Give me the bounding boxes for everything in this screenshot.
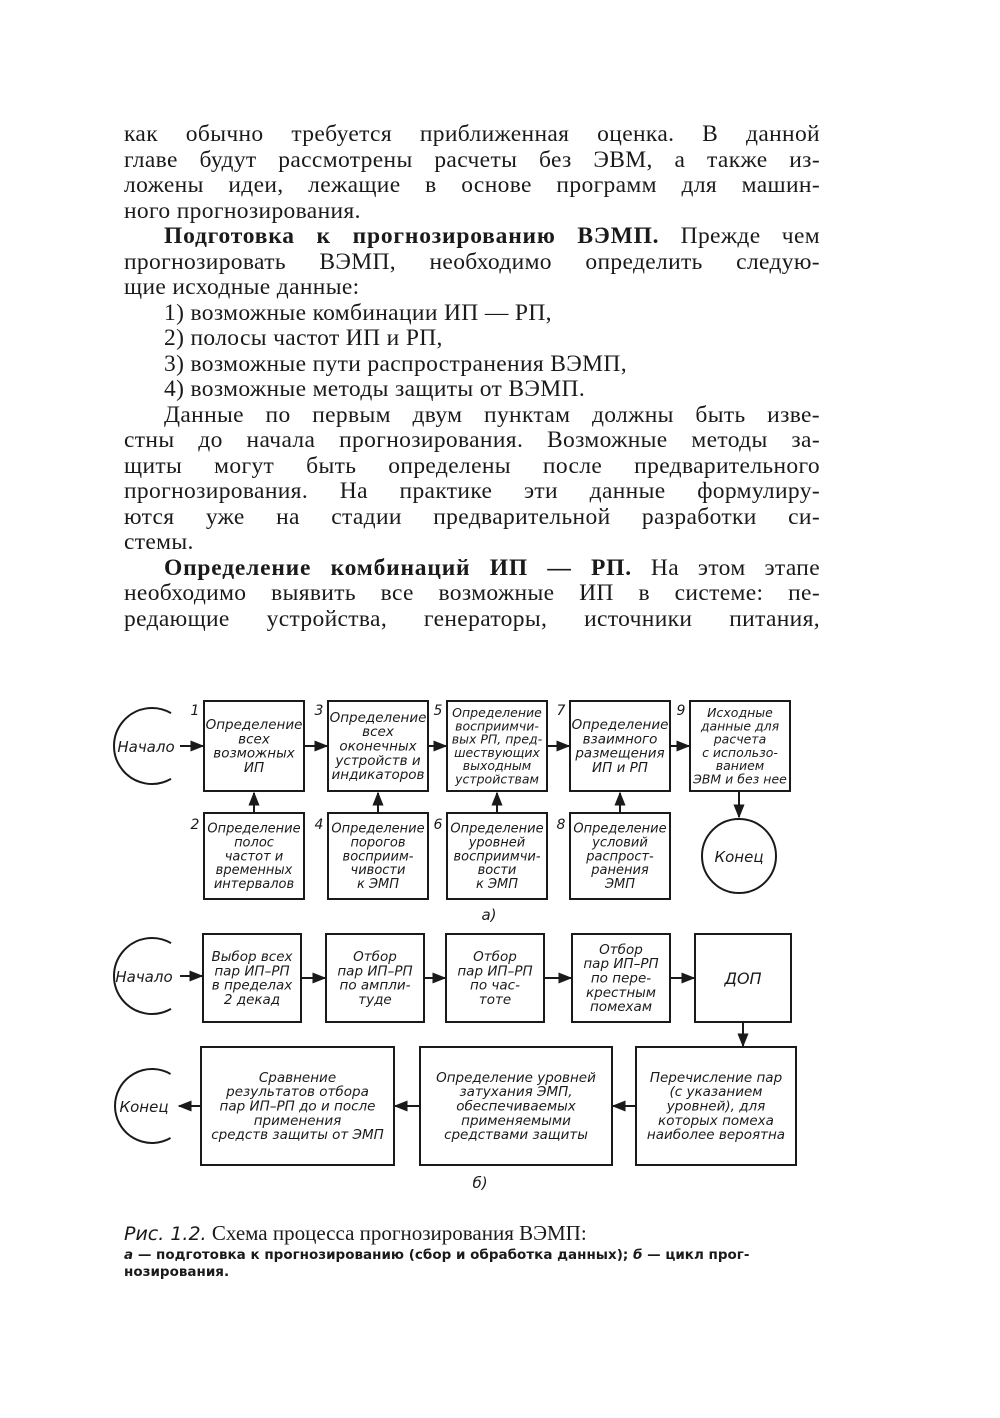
box-number: 9	[676, 703, 686, 719]
flowchart-labels	[115, 703, 787, 1192]
box-text-line: Исходные	[707, 705, 773, 720]
flow-box	[447, 701, 547, 791]
box-number: 5	[433, 703, 443, 719]
box-text-line: Перечисление пар	[649, 1069, 783, 1086]
text-run: Прежде чем	[680, 223, 820, 249]
box-text-line: в пределах	[211, 977, 293, 994]
subfigure-label: а)	[481, 906, 497, 924]
text-line: прогнозирования. На практике эти данные формулиру-	[124, 478, 820, 504]
box-text-line: по ампли-	[339, 977, 411, 994]
box-text-line: восприимчи-	[455, 718, 539, 734]
legend-text: — подготовка к прогнозированию (сбор и обработка данных);	[133, 1247, 629, 1263]
box-text-line: Определение	[573, 821, 667, 837]
flow-box	[570, 701, 670, 791]
box-text-line: восприимчи-	[453, 849, 541, 865]
text-line: как обычно требуется приближенная оценка. В данной	[124, 121, 820, 147]
body-text	[124, 122, 820, 632]
box-text-line: затухания ЭМП,	[459, 1084, 573, 1101]
box-text-line: помехам	[589, 999, 653, 1016]
box-text-line: уровней), для	[666, 1098, 766, 1115]
box-text-line: ДОП	[724, 969, 762, 988]
box-text-line: Определение	[329, 709, 427, 726]
legend-key: а	[124, 1247, 134, 1263]
box-text-line: к ЭМП	[475, 876, 519, 892]
box-text-line: пар ИП–РП	[457, 963, 533, 980]
section-heading: Подготовка к прогнозированию ВЭМП.	[164, 223, 660, 249]
box-text-line: Определение	[571, 716, 669, 733]
box-text-line: распрост-	[586, 849, 654, 865]
box-text-line: наиболее вероятна	[646, 1127, 786, 1144]
box-text-line: вых РП, пред-	[451, 731, 543, 747]
box-text-line: пар ИП–РП	[214, 963, 290, 980]
flow-box	[328, 813, 428, 899]
text-line: Данные по первым двум пунктам должны быть изве-	[164, 401, 820, 428]
box-text-line: Определение	[331, 821, 425, 837]
section-heading-line	[124, 556, 820, 582]
flow-box	[201, 1047, 394, 1165]
box-text-line: Определение	[205, 716, 303, 733]
text-line: стны до начала прогнозирования. Возможные методы за-	[124, 427, 820, 453]
box-text-line: расчета	[713, 731, 767, 747]
box-text-line: Определение	[452, 705, 542, 720]
box-text-line: возможных	[213, 745, 295, 762]
flow-box	[695, 934, 791, 1022]
box-text-line: уровней	[468, 835, 526, 851]
box-text-line: Отбор	[353, 948, 397, 965]
box-text-line: Определение	[207, 821, 301, 837]
box-text-line: ранения	[591, 863, 649, 879]
box-text-line: 2 декад	[223, 991, 281, 1008]
flow-box	[203, 934, 301, 1022]
box-text-line: Определение уровней	[436, 1069, 596, 1086]
box-text-line: вости	[477, 863, 517, 879]
flow-box	[570, 813, 670, 899]
box-text-line: ЭВМ и без нее	[693, 771, 787, 787]
text-line: ного прогнозирования.	[124, 197, 361, 224]
box-text-line: (с указанием	[669, 1084, 763, 1101]
box-text-line: интервалов	[213, 876, 295, 892]
box-text-line: по пере-	[590, 970, 652, 987]
box-text-line: с использо-	[702, 744, 778, 760]
legend-text: нозирования.	[124, 1264, 230, 1280]
flow-box	[420, 1047, 612, 1165]
flow-box	[446, 934, 544, 1022]
flow-box	[447, 813, 547, 899]
caption-legend	[124, 1247, 824, 1264]
end-label: Конец	[119, 1098, 169, 1116]
box-text-line: крестным	[586, 984, 656, 1001]
flow-box	[636, 1047, 796, 1165]
box-text-line: всех	[238, 731, 270, 748]
box-text-line: временных	[215, 863, 293, 879]
box-text-line: чивости	[350, 863, 406, 879]
text-line: стемы.	[124, 529, 194, 555]
box-text-line: частот и	[224, 849, 284, 865]
box-text-line: восприим-	[342, 849, 414, 865]
start-label: Начало	[117, 738, 175, 756]
text-line: прогнозировать ВЭМП, необходимо определить следую-	[124, 248, 820, 275]
box-text-line: ванием	[715, 758, 765, 773]
flow-box	[204, 701, 304, 791]
list-item: 1) возможные комбинации ИП — РП,	[164, 299, 552, 326]
box-number: 1	[190, 703, 200, 719]
flow-box	[572, 934, 670, 1022]
box-text-line: взаимного	[582, 731, 658, 748]
box-text-line: Определение	[450, 821, 544, 837]
box-text-line: пар ИП–РП до и после	[219, 1098, 376, 1115]
section-heading-line	[124, 224, 820, 250]
box-text-line: устройствам	[455, 771, 539, 787]
text-line: необходимо выявить все возможные ИП в системе: пе-	[124, 580, 820, 606]
box-text-line: ИП	[243, 759, 265, 776]
box-text-line: которых помеха	[658, 1112, 774, 1129]
box-text-line: полос	[234, 835, 274, 851]
caption-title	[124, 1220, 824, 1247]
box-text-line: применения	[253, 1112, 342, 1129]
text-run: На этом этапе	[650, 554, 820, 581]
flow-box	[328, 701, 428, 791]
start-label: Начало	[115, 968, 173, 986]
text-line: редающие устройства, генераторы, источники питания,	[124, 605, 820, 632]
box-number: 7	[556, 703, 566, 719]
text-line: ложены идеи, лежащие в основе программ для машин-	[124, 172, 820, 198]
text-line: ются уже на стадии предварительной разработки си-	[124, 503, 820, 530]
subfigure-label: б)	[472, 1174, 488, 1192]
box-text-line: всех	[362, 724, 394, 741]
flow-box	[690, 701, 790, 791]
box-number: 3	[314, 703, 324, 719]
figure-caption	[124, 1220, 824, 1281]
box-text-line: индикаторов	[331, 767, 425, 784]
list-item: 4) возможные методы защиты от ВЭМП.	[164, 376, 586, 402]
box-text-line: Отбор	[473, 948, 517, 965]
figure-number: Рис. 1.2.	[124, 1223, 207, 1245]
text-line: главе будут рассмотрены расчеты без ЭВМ, а также из-	[124, 146, 820, 173]
box-text-line: оконечных	[339, 738, 417, 755]
box-text-line: ЭМП	[604, 876, 636, 892]
box-text-line: условий	[592, 835, 648, 851]
box-text-line: обеспечиваемых	[456, 1098, 576, 1115]
section-heading: Определение комбинаций ИП — РП.	[164, 554, 632, 581]
flowchart-a	[114, 701, 790, 899]
list-item: 3) возможные пути распространения ВЭМП,	[164, 350, 627, 377]
box-text-line: ИП и РП	[592, 759, 648, 776]
box-number: 8	[556, 817, 566, 833]
box-number: 6	[433, 817, 443, 833]
box-text-line: пар ИП–РП	[337, 963, 413, 980]
flow-box	[204, 813, 304, 899]
legend-key: б	[632, 1247, 643, 1263]
end-label: Конец	[714, 848, 764, 866]
box-text-line: Отбор	[599, 941, 643, 958]
box-text-line: порогов	[350, 835, 406, 851]
legend-text: — цикл прог-	[642, 1247, 750, 1263]
box-text-line: пар ИП–РП	[583, 956, 659, 973]
box-text-line: средств защиты от ЭМП	[211, 1127, 384, 1144]
box-text-line: результатов отбора	[226, 1084, 369, 1101]
text-line: щие исходные данные:	[124, 274, 360, 300]
flowchart-b	[114, 934, 796, 1165]
end-terminal	[115, 1069, 170, 1143]
box-text-line: туде	[358, 991, 392, 1008]
box-text-line: устройств и	[335, 752, 421, 769]
box-text-line: Сравнение	[258, 1069, 337, 1086]
list-item: 2) полосы частот ИП и РП,	[164, 325, 443, 351]
box-text-line: выходным	[462, 758, 532, 773]
box-number: 4	[314, 817, 324, 833]
box-text-line: размещения	[575, 745, 665, 762]
box-text-line: к ЭМП	[356, 876, 400, 892]
start-terminal	[114, 938, 171, 1014]
caption-text: Схема процесса прогнозирования ВЭМП:	[211, 1221, 587, 1245]
flow-box	[326, 934, 424, 1022]
box-text-line: по час-	[470, 977, 520, 994]
box-text-line: данные для	[700, 718, 780, 734]
box-text-line: применяемыми	[461, 1112, 571, 1129]
box-text-line: тоте	[478, 991, 512, 1008]
text-line: щиты могут быть определены после предварительного	[124, 452, 820, 479]
end-terminal	[702, 819, 776, 893]
start-terminal	[114, 708, 171, 784]
box-number: 2	[190, 817, 200, 833]
box-text-line: Выбор всех	[211, 948, 293, 965]
box-text-line: шествующих	[454, 744, 540, 760]
box-text-line: средствами защиты	[444, 1127, 588, 1144]
